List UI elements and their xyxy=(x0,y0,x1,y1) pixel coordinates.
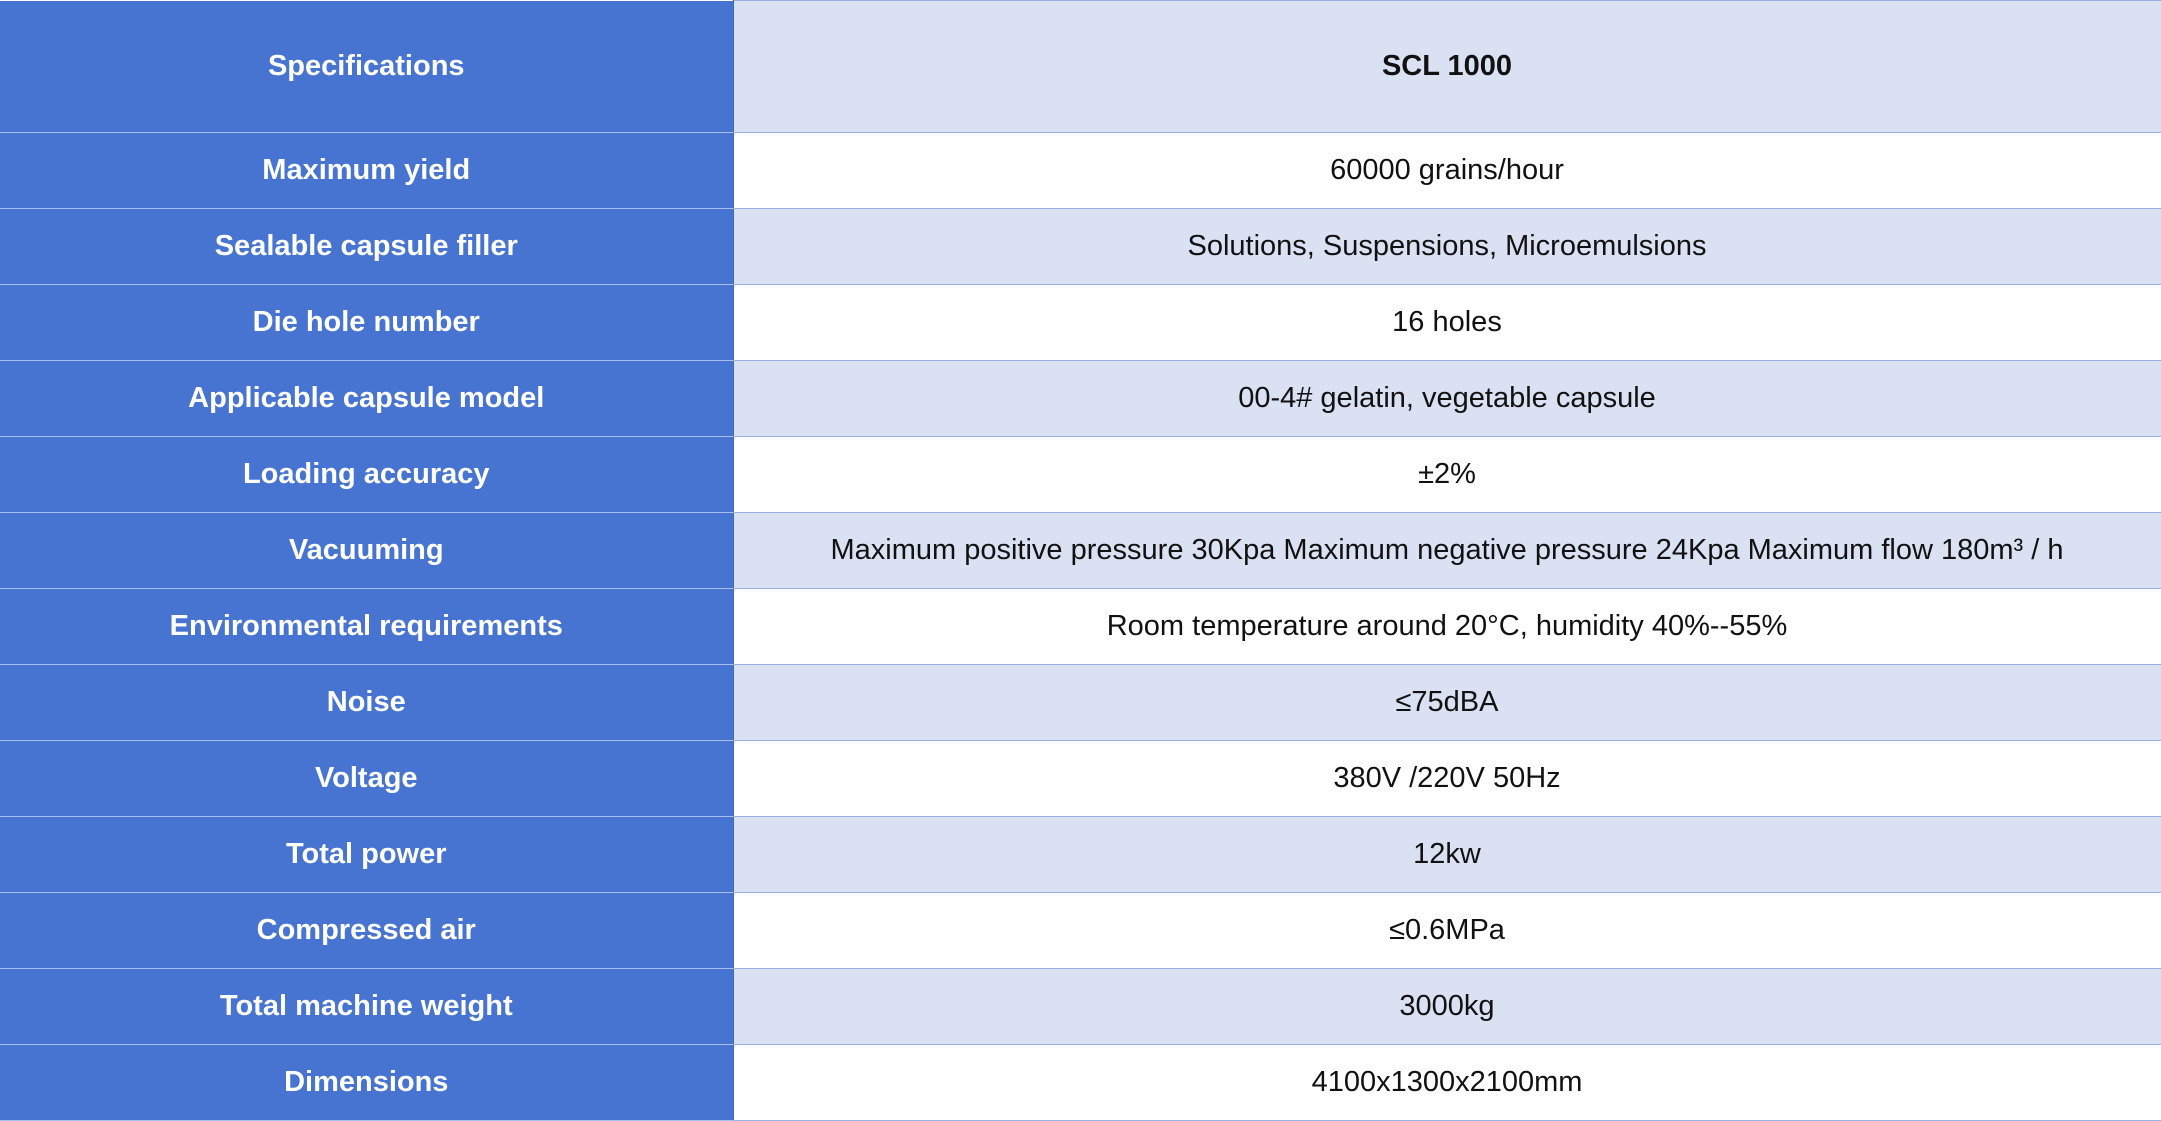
spec-label: Noise xyxy=(0,665,733,741)
table-row xyxy=(0,209,2161,285)
spec-value: Maximum positive pressure 30Kpa Maximum negative pressure 24Kpa Maximum flow 180m³ / h xyxy=(733,513,2161,589)
spec-value: 3000kg xyxy=(733,969,2161,1045)
table-row xyxy=(0,665,2161,741)
table-row xyxy=(0,285,2161,361)
spec-label: Dimensions xyxy=(0,1045,733,1121)
spec-value: 380V /220V 50Hz xyxy=(733,741,2161,817)
spec-label: Applicable capsule model xyxy=(0,361,733,437)
spec-label: Maximum yield xyxy=(0,133,733,209)
specifications-header: Specifications xyxy=(0,1,733,133)
table-row xyxy=(0,589,2161,665)
spec-value: 00-4# gelatin, vegetable capsule xyxy=(733,361,2161,437)
spec-label: Sealable capsule filler xyxy=(0,209,733,285)
spec-label: Environmental requirements xyxy=(0,589,733,665)
spec-label: Vacuuming xyxy=(0,513,733,589)
model-header: SCL 1000 xyxy=(733,1,2161,133)
spec-label: Total machine weight xyxy=(0,969,733,1045)
table-row xyxy=(0,741,2161,817)
table-row xyxy=(0,361,2161,437)
spec-value: ≤0.6MPa xyxy=(733,893,2161,969)
table-row xyxy=(0,133,2161,209)
spec-label: Compressed air xyxy=(0,893,733,969)
spec-value: ≤75dBA xyxy=(733,665,2161,741)
spec-value: 60000 grains/hour xyxy=(733,133,2161,209)
spec-value: 16 holes xyxy=(733,285,2161,361)
table-row xyxy=(0,893,2161,969)
spec-label: Voltage xyxy=(0,741,733,817)
spec-value: ±2% xyxy=(733,437,2161,513)
table-row xyxy=(0,513,2161,589)
table-row xyxy=(0,1045,2161,1121)
spec-value: Room temperature around 20°C, humidity 40%--55% xyxy=(733,589,2161,665)
header-row xyxy=(0,1,2161,133)
spec-label: Loading accuracy xyxy=(0,437,733,513)
table-row xyxy=(0,969,2161,1045)
table-row xyxy=(0,437,2161,513)
spec-value: 12kw xyxy=(733,817,2161,893)
spec-value: Solutions, Suspensions, Microemulsions xyxy=(733,209,2161,285)
spec-label: Die hole number xyxy=(0,285,733,361)
table-row xyxy=(0,817,2161,893)
spec-label: Total power xyxy=(0,817,733,893)
spec-value: 4100x1300x2100mm xyxy=(733,1045,2161,1121)
